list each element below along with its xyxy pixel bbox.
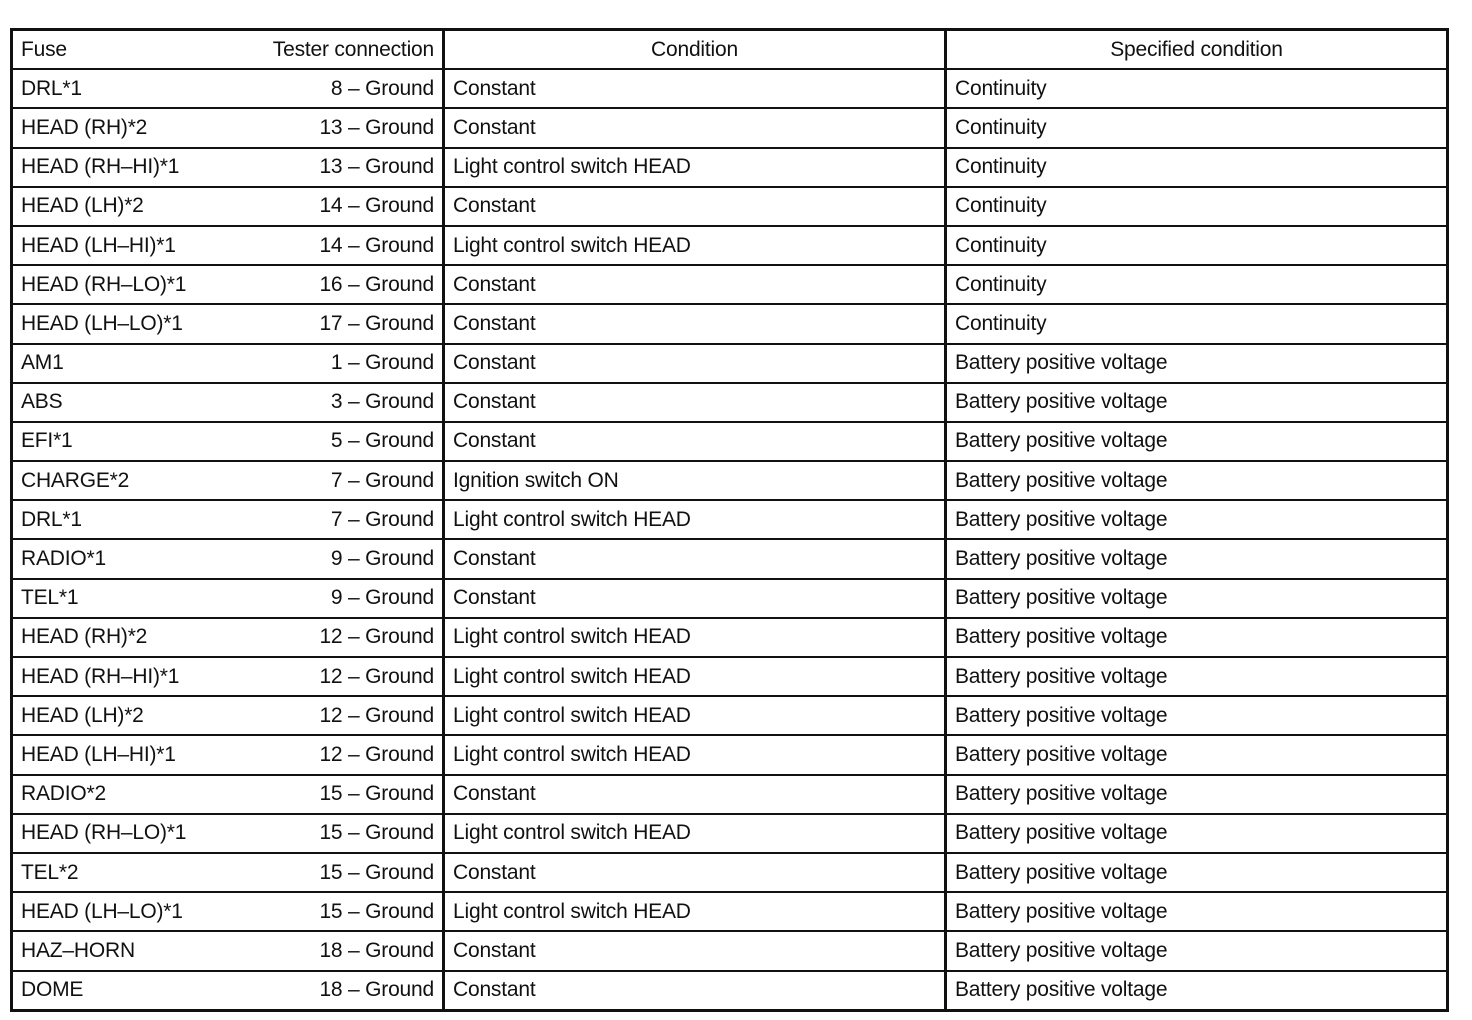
cell-fuse: HEAD (LH–LO)*1 — [12, 304, 242, 343]
table-row — [12, 814, 1448, 853]
table-row — [12, 853, 1448, 892]
cell-specified-condition: Battery positive voltage — [946, 422, 1448, 461]
cell-specified-condition: Battery positive voltage — [946, 853, 1448, 892]
cell-condition: Ignition switch ON — [444, 461, 946, 500]
table-row — [12, 657, 1448, 696]
cell-condition: Constant — [444, 579, 946, 618]
cell-specified-condition: Continuity — [946, 148, 1448, 187]
cell-fuse: CHARGE*2 — [12, 461, 242, 500]
table-row — [12, 265, 1448, 304]
cell-tester-connection: 7 – Ground — [242, 461, 444, 500]
cell-condition: Constant — [444, 108, 946, 147]
cell-tester-connection: 7 – Ground — [242, 500, 444, 539]
table-row — [12, 108, 1448, 147]
cell-specified-condition: Battery positive voltage — [946, 618, 1448, 657]
fuse-inspection-table — [10, 28, 1449, 1012]
cell-tester-connection: 14 – Ground — [242, 226, 444, 265]
table-row — [12, 696, 1448, 735]
header-fuse: Fuse — [12, 30, 242, 70]
cell-condition: Constant — [444, 775, 946, 814]
cell-fuse: DOME — [12, 971, 242, 1011]
cell-tester-connection: 3 – Ground — [242, 383, 444, 422]
cell-fuse: HEAD (RH–HI)*1 — [12, 657, 242, 696]
cell-condition: Constant — [444, 422, 946, 461]
cell-condition: Light control switch HEAD — [444, 226, 946, 265]
table-row — [12, 422, 1448, 461]
cell-condition: Constant — [444, 383, 946, 422]
table-row — [12, 187, 1448, 226]
cell-fuse: HEAD (RH–LO)*1 — [12, 265, 242, 304]
cell-tester-connection: 8 – Ground — [242, 69, 444, 108]
cell-specified-condition: Continuity — [946, 108, 1448, 147]
cell-specified-condition: Battery positive voltage — [946, 383, 1448, 422]
cell-fuse: RADIO*2 — [12, 775, 242, 814]
cell-tester-connection: 12 – Ground — [242, 618, 444, 657]
cell-tester-connection: 18 – Ground — [242, 971, 444, 1011]
cell-condition: Constant — [444, 931, 946, 970]
cell-specified-condition: Battery positive voltage — [946, 344, 1448, 383]
cell-tester-connection: 15 – Ground — [242, 814, 444, 853]
cell-tester-connection: 16 – Ground — [242, 265, 444, 304]
table-row — [12, 775, 1448, 814]
cell-tester-connection: 9 – Ground — [242, 579, 444, 618]
cell-tester-connection: 5 – Ground — [242, 422, 444, 461]
cell-condition: Constant — [444, 265, 946, 304]
cell-specified-condition: Battery positive voltage — [946, 579, 1448, 618]
cell-specified-condition: Continuity — [946, 304, 1448, 343]
cell-condition: Constant — [444, 971, 946, 1011]
table-row — [12, 579, 1448, 618]
cell-fuse: DRL*1 — [12, 69, 242, 108]
cell-tester-connection: 14 – Ground — [242, 187, 444, 226]
cell-specified-condition: Continuity — [946, 226, 1448, 265]
cell-fuse: HEAD (RH–LO)*1 — [12, 814, 242, 853]
table-row — [12, 148, 1448, 187]
table-row — [12, 618, 1448, 657]
cell-condition: Constant — [444, 853, 946, 892]
cell-specified-condition: Battery positive voltage — [946, 500, 1448, 539]
cell-tester-connection: 15 – Ground — [242, 853, 444, 892]
cell-specified-condition: Battery positive voltage — [946, 892, 1448, 931]
cell-fuse: EFI*1 — [12, 422, 242, 461]
cell-specified-condition: Battery positive voltage — [946, 696, 1448, 735]
cell-specified-condition: Battery positive voltage — [946, 775, 1448, 814]
cell-fuse: HEAD (LH)*2 — [12, 696, 242, 735]
table-row — [12, 69, 1448, 108]
cell-specified-condition: Continuity — [946, 69, 1448, 108]
cell-condition: Constant — [444, 344, 946, 383]
cell-fuse: HEAD (RH)*2 — [12, 618, 242, 657]
cell-specified-condition: Battery positive voltage — [946, 539, 1448, 578]
cell-fuse: HEAD (LH–HI)*1 — [12, 735, 242, 774]
cell-specified-condition: Battery positive voltage — [946, 931, 1448, 970]
cell-fuse: HEAD (RH–HI)*1 — [12, 148, 242, 187]
table-row — [12, 461, 1448, 500]
cell-condition: Light control switch HEAD — [444, 500, 946, 539]
cell-specified-condition: Battery positive voltage — [946, 657, 1448, 696]
cell-tester-connection: 12 – Ground — [242, 657, 444, 696]
cell-condition: Light control switch HEAD — [444, 657, 946, 696]
cell-condition: Constant — [444, 539, 946, 578]
table-row — [12, 971, 1448, 1011]
table-row — [12, 735, 1448, 774]
cell-tester-connection: 12 – Ground — [242, 735, 444, 774]
cell-specified-condition: Battery positive voltage — [946, 971, 1448, 1011]
cell-tester-connection: 15 – Ground — [242, 775, 444, 814]
cell-fuse: HEAD (LH)*2 — [12, 187, 242, 226]
table-row — [12, 383, 1448, 422]
cell-condition: Light control switch HEAD — [444, 148, 946, 187]
cell-tester-connection: 12 – Ground — [242, 696, 444, 735]
cell-fuse: HAZ–HORN — [12, 931, 242, 970]
cell-specified-condition: Battery positive voltage — [946, 461, 1448, 500]
cell-fuse: HEAD (RH)*2 — [12, 108, 242, 147]
header-tester-connection: Tester connection — [242, 30, 444, 70]
cell-fuse: RADIO*1 — [12, 539, 242, 578]
table-header-row — [12, 30, 1448, 70]
cell-tester-connection: 17 – Ground — [242, 304, 444, 343]
table-body — [12, 69, 1448, 1010]
cell-specified-condition: Continuity — [946, 187, 1448, 226]
header-specified-condition: Specified condition — [946, 30, 1448, 70]
table-row — [12, 500, 1448, 539]
table-row — [12, 344, 1448, 383]
cell-fuse: HEAD (LH–LO)*1 — [12, 892, 242, 931]
cell-fuse: DRL*1 — [12, 500, 242, 539]
table-row — [12, 304, 1448, 343]
cell-condition: Constant — [444, 304, 946, 343]
table-row — [12, 539, 1448, 578]
cell-tester-connection: 15 – Ground — [242, 892, 444, 931]
cell-tester-connection: 13 – Ground — [242, 108, 444, 147]
cell-fuse: ABS — [12, 383, 242, 422]
table-row — [12, 892, 1448, 931]
cell-tester-connection: 18 – Ground — [242, 931, 444, 970]
cell-condition: Constant — [444, 69, 946, 108]
cell-fuse: TEL*2 — [12, 853, 242, 892]
cell-condition: Light control switch HEAD — [444, 618, 946, 657]
cell-condition: Light control switch HEAD — [444, 892, 946, 931]
cell-condition: Light control switch HEAD — [444, 696, 946, 735]
cell-condition: Light control switch HEAD — [444, 735, 946, 774]
cell-fuse: AM1 — [12, 344, 242, 383]
cell-specified-condition: Battery positive voltage — [946, 735, 1448, 774]
cell-specified-condition: Battery positive voltage — [946, 814, 1448, 853]
cell-tester-connection: 9 – Ground — [242, 539, 444, 578]
table-row — [12, 226, 1448, 265]
cell-tester-connection: 13 – Ground — [242, 148, 444, 187]
cell-specified-condition: Continuity — [946, 265, 1448, 304]
cell-condition: Constant — [444, 187, 946, 226]
cell-fuse: HEAD (LH–HI)*1 — [12, 226, 242, 265]
cell-condition: Light control switch HEAD — [444, 814, 946, 853]
header-condition: Condition — [444, 30, 946, 70]
cell-fuse: TEL*1 — [12, 579, 242, 618]
table-row — [12, 931, 1448, 970]
cell-tester-connection: 1 – Ground — [242, 344, 444, 383]
